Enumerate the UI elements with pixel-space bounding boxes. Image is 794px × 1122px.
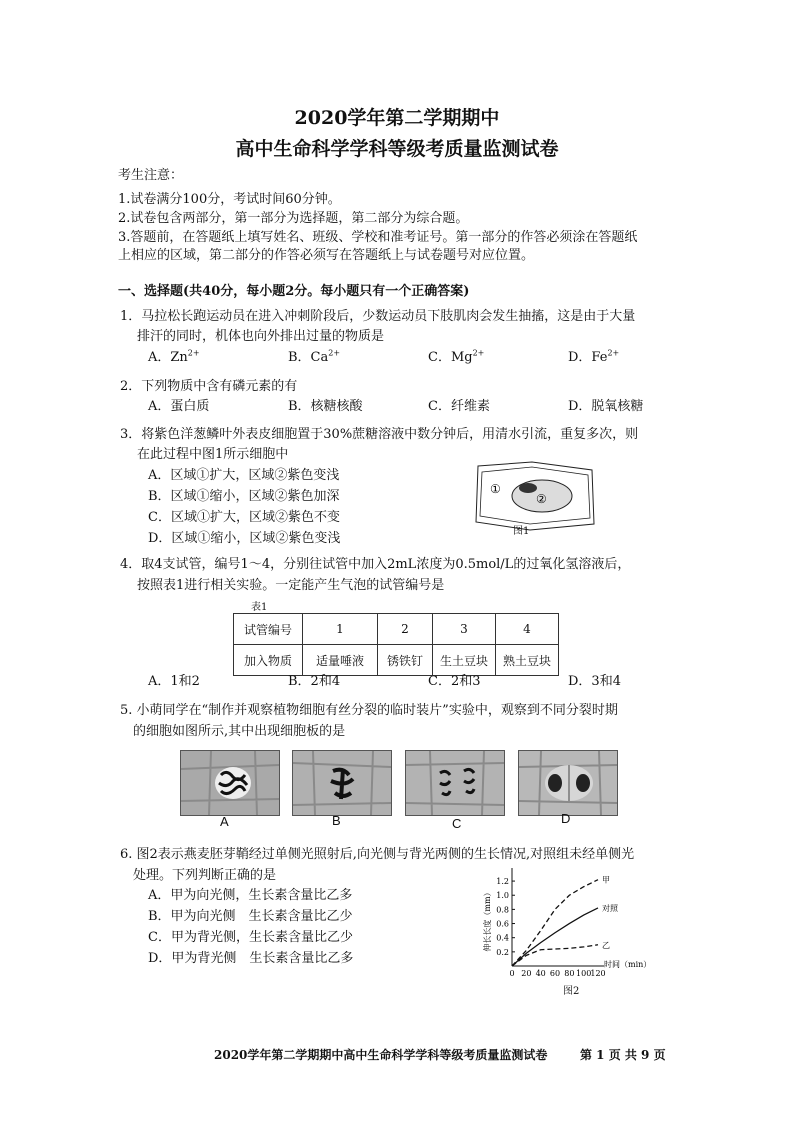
figure-1-caption: 图1	[513, 526, 530, 537]
micrograph-d-label: D	[561, 811, 571, 826]
page-subtitle: 高中生命科学学科等级考质量监测试卷	[235, 138, 559, 160]
q3-option-d[interactable]: D．区域①缩小，区域②紫色变浅	[148, 531, 341, 546]
figure-2-chart	[476, 866, 676, 986]
micrograph-c-label: C	[452, 816, 462, 831]
x-tick-label: 120	[590, 969, 606, 978]
series-label-1: 对照	[602, 903, 618, 913]
y-tick-label: 1.2	[496, 877, 509, 887]
table-row	[234, 645, 559, 676]
series-label-0: 甲	[602, 875, 610, 885]
q1-option-d[interactable]: D．$Fe^{2+}$	[568, 348, 620, 365]
figure-1-cell-diagram	[470, 458, 600, 538]
q4-option-d[interactable]: D．3和4	[568, 674, 621, 689]
y-axis-label: 伸长长度（mm）	[483, 888, 492, 952]
micrograph-c	[405, 750, 505, 816]
footer-title: 2020学年第二学期期中高中生命科学学科等级考质量监测试卷	[214, 1048, 548, 1062]
table-1-caption: 表1	[251, 602, 268, 613]
question-1-text-cont: 排汗的同时，机体也向外排出过量的物质是	[137, 329, 385, 344]
micrograph-a-label: A	[220, 814, 229, 829]
q4-option-c[interactable]: C．2和3	[428, 674, 481, 689]
q3-option-b[interactable]: B．区域①缩小，区域②紫色加深	[148, 489, 340, 504]
q3-option-c[interactable]: C．区域①扩大，区域②紫色不变	[148, 510, 340, 525]
y-tick-label: 0.4	[496, 933, 509, 943]
footer-page-number: 第 1 页 共 9 页	[580, 1048, 666, 1062]
table-1	[233, 613, 559, 676]
figure-2-caption: 图2	[563, 986, 580, 997]
table-cell: 2	[378, 614, 433, 645]
x-tick-label: 80	[564, 969, 575, 978]
x-tick-label: 0	[509, 969, 515, 978]
q6-option-a[interactable]: A．甲为向光侧，生长素含量比乙多	[148, 888, 353, 903]
x-tick-label: 60	[549, 969, 561, 978]
region-2-label: ②	[536, 492, 547, 506]
question-1-text: 1．马拉松长跑运动员在进入冲刺阶段后，少数运动员下肢肌肉会发生抽搐，这是由于大量	[120, 309, 636, 324]
notice-heading: 考生注意：	[118, 168, 184, 183]
series-line-0	[512, 880, 598, 966]
x-axis-label: 时间（min）	[604, 960, 652, 969]
table-row	[234, 614, 559, 645]
region-1-label: ①	[490, 482, 501, 496]
micrograph-b	[292, 750, 392, 816]
x-tick-label: 20	[521, 969, 532, 978]
table-cell: 生土豆块	[433, 645, 496, 676]
q4-option-a[interactable]: A．1和2	[148, 674, 200, 689]
q2-option-b[interactable]: B．核糖核酸	[288, 399, 363, 414]
notice-item: 3.答题前，在答题纸上填写姓名、班级、学校和准考证号。第一部分的作答必须涂在答题纸	[118, 230, 638, 245]
y-tick-label: 0.6	[496, 919, 509, 929]
series-label-2: 乙	[602, 940, 610, 950]
table-cell: 3	[433, 614, 496, 645]
question-5-text: 5. 小萌同学在“制作并观察植物细胞有丝分裂的临时装片”实验中，观察到不同分裂时期	[120, 703, 618, 718]
table-cell: 加入物质	[234, 645, 303, 676]
q1-option-a[interactable]: A．$Zn^{2+}$	[148, 348, 200, 365]
y-tick-label: 0.8	[496, 905, 509, 915]
micrograph-b-label: B	[332, 813, 341, 828]
question-6-text-cont: 处理。下列判断正确的是	[133, 868, 277, 883]
question-3-text-cont: 在此过程中图1所示细胞中	[137, 447, 289, 462]
y-tick-label: 1.0	[496, 891, 509, 901]
notice-item: 2.试卷包含两部分，第一部分为选择题，第二部分为综合题。	[118, 211, 469, 226]
table-cell: 锈铁钉	[378, 645, 433, 676]
series-line-1	[512, 908, 598, 966]
notice-item: 1.试卷满分100分，考试时间60分钟。	[118, 192, 341, 207]
y-tick-label: 0.2	[496, 947, 509, 957]
q6-option-d[interactable]: D．甲为背光侧 生长素含量比乙多	[148, 951, 354, 966]
question-4-text: 4．取4支试管，编号1～4，分别往试管中加入2mL浓度为0.5mol/L的过氧化氢溶液后，	[120, 557, 631, 572]
table-cell: 适量唾液	[303, 645, 378, 676]
question-5-text-cont: 的细胞如图所示,其中出现细胞板的是	[133, 724, 346, 739]
q2-option-a[interactable]: A．蛋白质	[148, 399, 210, 414]
q6-option-b[interactable]: B．甲为向光侧 生长素含量比乙少	[148, 909, 353, 924]
table-cell: 1	[303, 614, 378, 645]
micrograph-d	[518, 750, 618, 816]
question-6-text: 6. 图2表示燕麦胚芽鞘经过单侧光照射后,向光侧与背光两侧的生长情况,对照组未经单侧光	[120, 847, 635, 862]
q2-option-d[interactable]: D．脱氧核糖	[568, 399, 644, 414]
table-cell: 试管编号	[234, 614, 303, 645]
table-cell: 4	[496, 614, 559, 645]
x-tick-label: 40	[535, 969, 546, 978]
page-title: 2020学年第二学期期中	[294, 107, 500, 129]
x-tick-label: 100	[576, 969, 592, 978]
table-cell: 熟土豆块	[496, 645, 559, 676]
notice-item: 上相应的区域，第二部分的作答必须写在答题纸上与试卷题号对应位置。	[118, 248, 535, 263]
micrograph-a	[180, 750, 280, 816]
question-4-text-cont: 按照表1进行相关实验。一定能产生气泡的试管编号是	[137, 578, 445, 593]
question-3-text: 3．将紫色洋葱鳞叶外表皮细胞置于30%蔗糖溶液中数分钟后，用清水引流，重复多次，则	[120, 427, 639, 442]
section-heading: 一、选择题(共40分，每小题2分。每小题只有一个正确答案)	[118, 284, 470, 299]
q1-option-c[interactable]: C．$Mg^{2+}$	[428, 348, 485, 365]
q6-option-c[interactable]: C．甲为背光侧，生长素含量比乙少	[148, 930, 353, 945]
question-2-text: 2．下列物质中含有磷元素的有	[120, 379, 298, 394]
q4-option-b[interactable]: B．2和4	[288, 674, 341, 689]
q1-option-b[interactable]: B．$Ca^{2+}$	[288, 348, 341, 365]
q3-option-a[interactable]: A．区域①扩大，区域②紫色变浅	[148, 468, 340, 483]
q2-option-c[interactable]: C．纤维素	[428, 399, 490, 414]
